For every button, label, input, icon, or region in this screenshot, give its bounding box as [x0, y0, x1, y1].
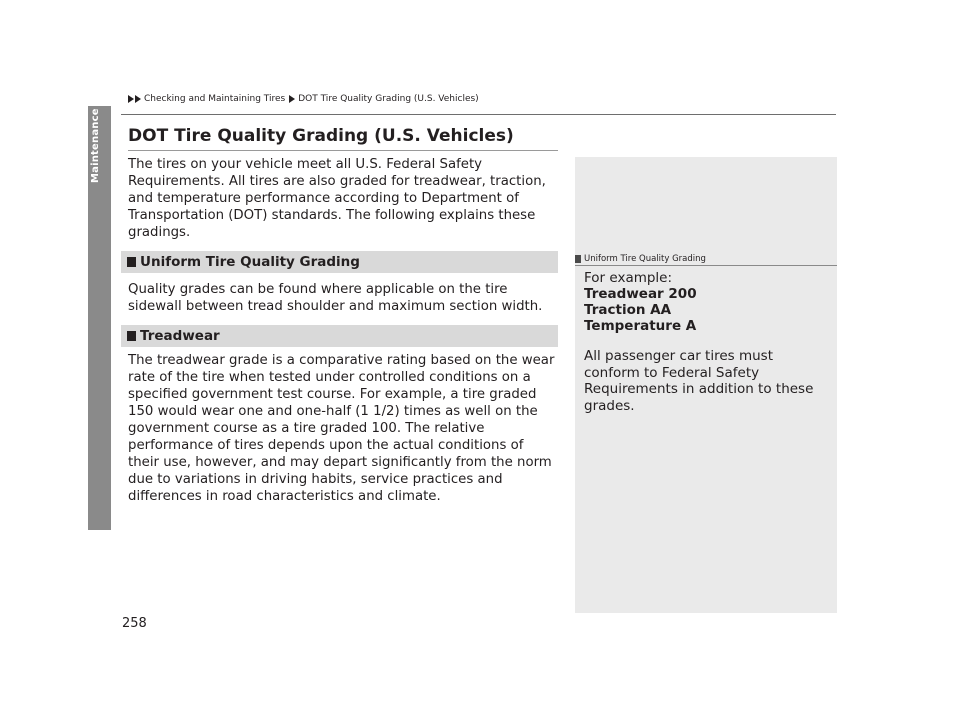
- sidebar-note-divider: [575, 265, 837, 266]
- page-number: 258: [122, 616, 147, 631]
- side-tab-label: Maintenance: [90, 108, 101, 183]
- sidebar-note-heading: [575, 254, 706, 264]
- section-paragraph: Quality grades can be found where applicable on the tire sidewall between tread shoulder and maximum section width.: [128, 282, 543, 314]
- sidebar-example: Traction AA: [584, 302, 672, 318]
- breadcrumb: [128, 94, 483, 104]
- note-marker-icon: [575, 255, 581, 263]
- sidebar-example: Temperature A: [584, 318, 697, 334]
- double-arrow-icon: [128, 95, 142, 103]
- sidebar-note-lead: For example:: [584, 270, 673, 286]
- sidebar-note-body: All passenger car tires must conform to Federal Safety Requirements in addition to these grades.: [584, 348, 814, 414]
- page-title: DOT Tire Quality Grading (U.S. Vehicles): [128, 126, 514, 146]
- section-heading: Treadwear: [140, 328, 220, 344]
- breadcrumb-item-current: DOT Tire Quality Grading (U.S. Vehicles): [298, 94, 479, 104]
- section-heading-bar: [121, 325, 558, 347]
- sidebar-example: Treadwear 200: [584, 286, 697, 302]
- title-underline: [128, 150, 558, 151]
- breadcrumb-item[interactable]: Checking and Maintaining Tires: [144, 94, 286, 104]
- header-divider: [121, 114, 836, 115]
- section-heading-bar: [121, 251, 558, 273]
- section-paragraph: The treadwear grade is a comparative rating based on the wear rate of the tire when tested under controlled conditions on a specified government test course. For example, a tire graded 150 would wear one and one-half (1 1/2) times as well on the government course as a tire graded 100. The relative performance of tires depends upon the actual conditions of their use, however, and may depart significantly from the norm due to variations in driving habits, service practices and differences in road characteristics and climate.: [128, 353, 555, 504]
- intro-paragraph: The tires on your vehicle meet all U.S. Federal Safety Requirements. All tires are also graded for treadwear, traction, and temperature performance according to Department of Transportation (DOT) standards. The following explains these gradings.: [128, 157, 546, 240]
- section-heading: Uniform Tire Quality Grading: [140, 254, 360, 270]
- sidebar-note-title[interactable]: Uniform Tire Quality Grading: [584, 254, 706, 264]
- arrow-icon: [289, 95, 296, 103]
- square-bullet-icon: [127, 257, 136, 267]
- square-bullet-icon: [127, 331, 136, 341]
